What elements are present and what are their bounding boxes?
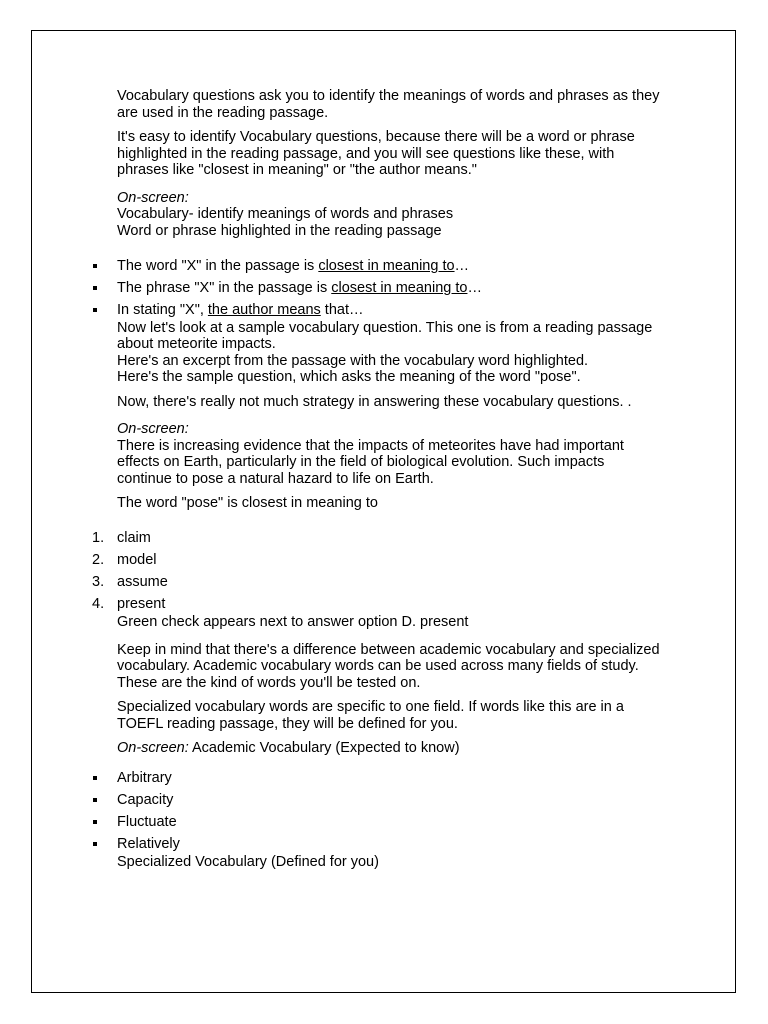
page-content [92,88,662,879]
academic-onscreen: On-screen: Academic Vocabulary (Expected to know) [117,740,460,756]
document-page [31,30,736,993]
list-item: Fluctuate [117,814,662,831]
list-item: The phrase "X" in the passage is closest in meaning to… [117,280,662,297]
answer-option: 1. claim [92,529,151,546]
question-forms-list [117,258,662,319]
answer-option: 3. assume [92,573,168,590]
onscreen-block-2 [117,421,662,487]
intro-paragraph-1: Vocabulary questions ask you to identify the meanings of words and phrases as they are used in the reading passage. [117,88,660,121]
onscreen-label: On-screen: [117,421,189,437]
answer-option: 2. model [92,551,157,568]
sample-intro: Now let's look at a sample vocabulary question. This one is from a reading passage about meteorite impacts. Here's an excerpt from the passage with the vocabulary word highlighted. Here's the sample question, which asks the meaning of the word "pose". [117,319,653,385]
academic-words-list [117,770,662,853]
sample-question: The word "pose" is closest in meaning to [117,495,378,511]
answer-option: 4. present [92,595,166,612]
list-item: The word "X" in the passage is closest in meaning to… [117,258,662,275]
list-item: Capacity [117,792,662,809]
specialized-heading: Specialized Vocabulary (Defined for you) [117,854,379,870]
answer-note: Green check appears next to answer option D. present [117,614,469,630]
list-item: Relatively [117,836,662,853]
list-item: In stating "X", the author means that… [117,302,662,319]
academic-paragraph-2: Specialized vocabulary words are specific to one field. If words like this are in a TOEFL reading passage, they will be defined for you. [117,699,624,732]
strategy-paragraph: Now, there's really not much strategy in answering these vocabulary questions. . [117,393,632,410]
onscreen-line: Vocabulary- identify meanings of words and phrases [117,206,454,222]
academic-paragraph-1: Keep in mind that there's a difference between academic vocabulary and specialized vocabulary. Academic vocabulary words can be used across many fields of study. These are the kind of words you'll be tested on. [117,641,660,691]
answer-options-list [92,529,662,613]
onscreen-block-1 [117,190,662,240]
onscreen-label: On-screen: [117,740,189,756]
intro-paragraph-2: It's easy to identify Vocabulary questions, because there will be a word or phrase highlighted in the reading passage, and you will see questions like these, with phrases like "closest in meaning" or "the author means." [117,129,635,178]
onscreen-label: On-screen: [117,189,189,206]
onscreen-line: Word or phrase highlighted in the reading passage [117,222,442,239]
list-item: Arbitrary [117,770,662,787]
passage-excerpt: There is increasing evidence that the impacts of meteorites have had important effects on Earth, particularly in the field of biological evolution. Such impacts continue to pose a natural hazard to life on Earth. [117,437,624,487]
